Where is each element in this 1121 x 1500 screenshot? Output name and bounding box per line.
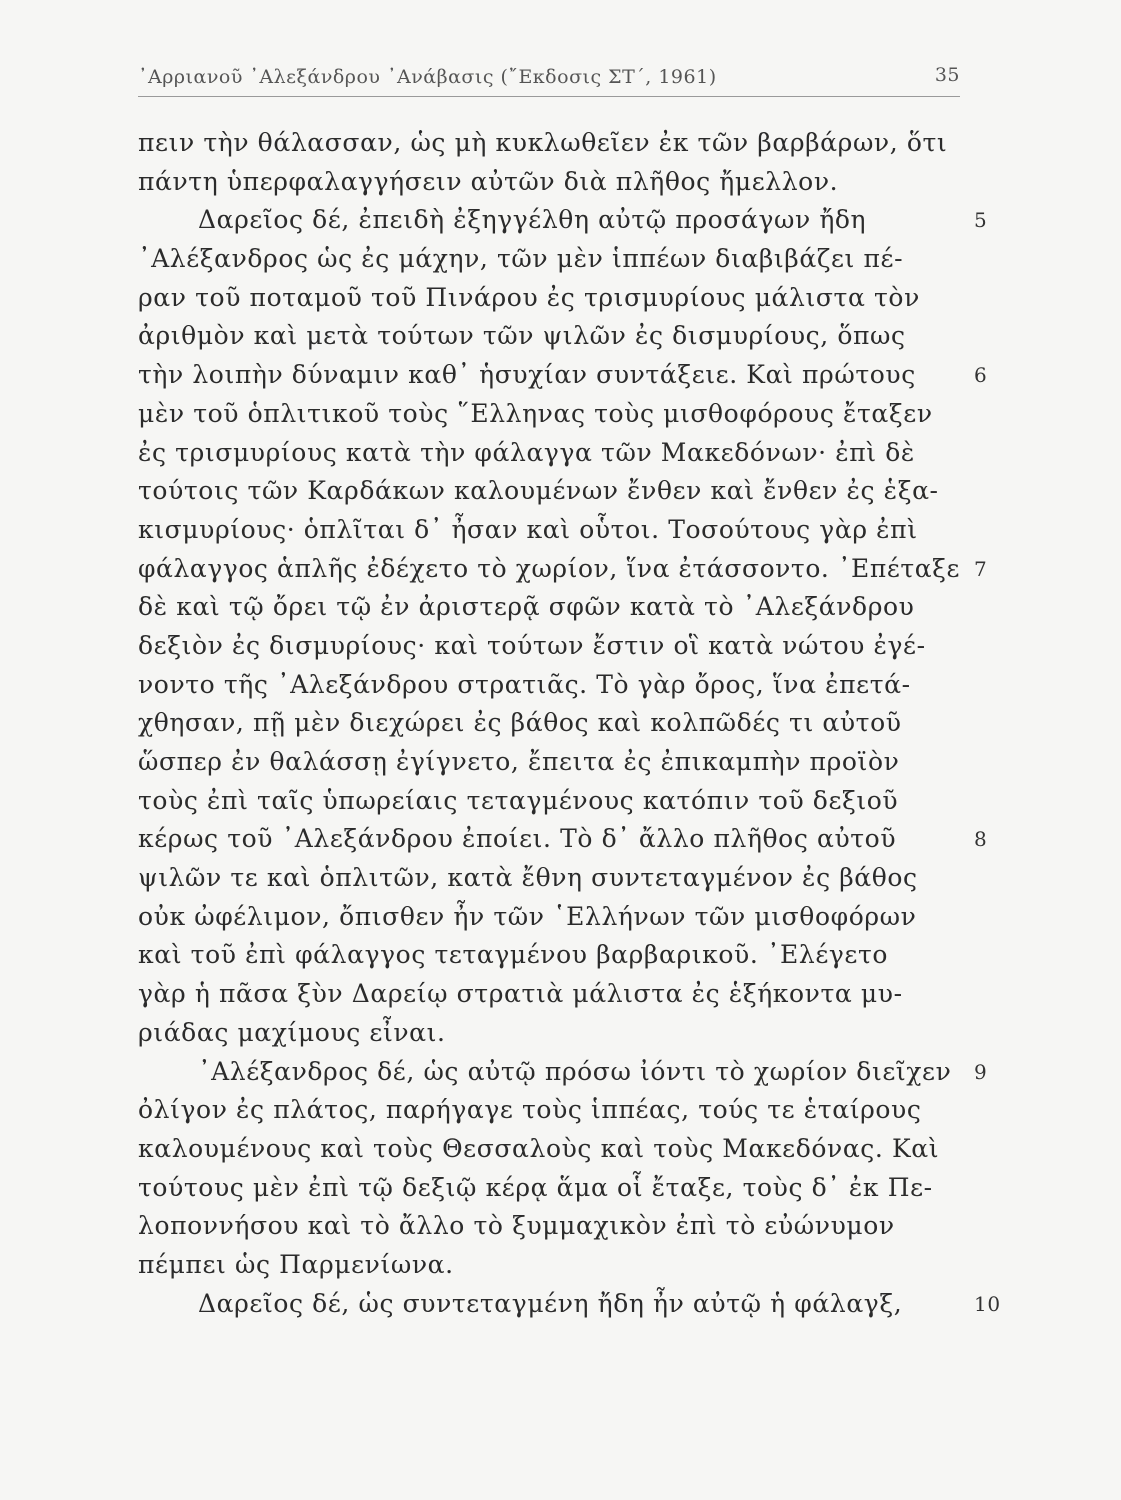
text-line — [138, 163, 960, 202]
text-line — [138, 936, 960, 975]
line-text: πέμπει ὡς Παρμενίωνα. — [138, 1249, 454, 1279]
line-text: γὰρ ἡ πᾶσα ξὺν Δαρείῳ στρατιὰ μάλιστα ἐς ἑξήκοντα μυ- — [138, 979, 903, 1009]
line-text: ὥσπερ ἐν θαλάσσῃ ἐγίγνετο, ἔπειτα ἐς ἐπικαμπὴν προϊὸν — [138, 747, 900, 776]
line-text: τὴν λοιπὴν δύναμιν καθ᾿ ἡσυχίαν συντάξειε. Καὶ πρώτους — [138, 360, 916, 390]
text-line — [138, 820, 988, 859]
text-line — [138, 704, 960, 743]
line-text: ἀριθμὸν καὶ μετὰ τούτων τῶν ψιλῶν ἐς δισμυρίους, ὅπως — [138, 321, 906, 351]
page-number: 35 — [934, 64, 960, 86]
text-line — [138, 859, 960, 898]
line-text: Δαρεῖος δέ, ὡς συντεταγμένη ἤδη ἦν αὐτῷ ἡ φάλαγξ, — [198, 1288, 903, 1318]
line-text: φάλαγγος ἁπλῆς ἐδέχετο τὸ χωρίον, ἵνα ἐτάσσοντο. ᾿Επέταξε — [138, 553, 960, 583]
line-text: λοποννήσου καὶ τὸ ἄλλο τὸ ξυμμαχικὸν ἐπὶ τὸ εὐώνυμον — [138, 1211, 895, 1241]
text-line — [138, 1207, 960, 1246]
text-line — [138, 975, 960, 1014]
line-text: καλουμένους καὶ τοὺς Θεσσαλοὺς καὶ τοὺς Μακεδόνας. Καὶ — [138, 1133, 940, 1163]
text-line — [138, 782, 960, 821]
line-text: ᾿Αλέξανδρος ὡς ἐς μάχην, τῶν μὲν ἱππέων διαβιβάζει πέ- — [138, 244, 904, 274]
section-number: 8 — [974, 827, 988, 852]
line-text: ψιλῶν τε καὶ ὁπλιτῶν, κατὰ ἔθνη συντεταγμένον ἐς βάθος — [138, 863, 918, 893]
text-line — [138, 898, 960, 937]
text-line — [138, 1285, 1001, 1324]
text-line — [138, 317, 960, 356]
text-line — [138, 1014, 960, 1053]
line-text: μὲν τοῦ ὁπλιτικοῦ τοὺς ῞Ελληνας τοὺς μισθοφόρους ἔταξεν — [138, 398, 933, 428]
line-text: ραν τοῦ ποταμοῦ τοῦ Πινάρου ἐς τρισμυρίους μάλιστα τὸν — [138, 282, 920, 312]
text-line — [138, 588, 960, 627]
text-line — [138, 666, 960, 705]
line-text: κέρως τοῦ ᾿Αλεξάνδρου ἐποίει. Τὸ δ᾿ ἄλλο πλῆθος αὐτοῦ — [138, 824, 897, 854]
running-title: ᾿Αρριανοῦ ᾿Αλεξάνδρου ᾿Ανάβασις (῎Εκδοσις ΣΤ΄, 1961) — [138, 66, 717, 88]
line-text: ᾿Αλέξανδρος δέ, ὡς αὐτῷ πρόσω ἰόντι τὸ χωρίον διεῖχεν — [198, 1056, 952, 1086]
line-text: νοντο τῆς ᾿Αλεξάνδρου στρατιᾶς. Τὸ γὰρ ὄρος, ἵνα ἐπετά- — [138, 669, 911, 699]
text-line — [138, 434, 960, 473]
line-text: οὐκ ὠφέλιμον, ὄπισθεν ἦν τῶν ῾Ελλήνων τῶν μισθοφόρων — [138, 901, 917, 931]
text-line — [138, 1130, 960, 1169]
text-line — [138, 356, 988, 395]
text-line — [138, 743, 960, 782]
line-text: τούτοις τῶν Καρδάκων καλουμένων ἔνθεν καὶ ἔνθεν ἐς ἑξα- — [138, 476, 939, 506]
line-text: πειν τὴν θάλασσαν, ὡς μὴ κυκλωθεῖεν ἐκ τῶν βαρβάρων, ὅτι — [138, 128, 948, 157]
line-text: τοὺς ἐπὶ ταῖς ὑπωρείαις τεταγμένους κατόπιν τοῦ δεξιοῦ — [138, 785, 899, 815]
text-line — [138, 627, 960, 666]
line-text: δὲ καὶ τῷ ὄρει τῷ ἐν ἀριστερᾷ σφῶν κατὰ τὸ ᾿Αλεξάνδρου — [138, 592, 915, 622]
text-line — [138, 550, 988, 589]
text-line — [138, 124, 960, 163]
line-text: πάντη ὑπερφαλαγγήσειν αὐτῶν διὰ πλῆθος ἤμελλον. — [138, 166, 839, 196]
line-text: Δαρεῖος δέ, ἐπειδὴ ἐξηγγέλθη αὐτῷ προσάγων ἤδη — [198, 205, 867, 235]
line-text: ριάδας μαχίμους εἶναι. — [138, 1017, 446, 1047]
line-text: τούτους μὲν ἐπὶ τῷ δεξιῷ κέρᾳ ἅμα οἷ ἔταξε, τοὺς δ᾿ ἐκ Πε- — [138, 1172, 933, 1202]
text-line — [138, 1091, 960, 1130]
line-text: ὀλίγον ἐς πλάτος, παρήγαγε τοὺς ἱππέας, τούς τε ἑταίρους — [138, 1095, 922, 1125]
section-number: 5 — [974, 208, 988, 233]
line-text: κισμυρίους· ὁπλῖται δ᾿ ἦσαν καὶ οὗτοι. Τοσούτους γὰρ ἐπὶ — [138, 514, 918, 544]
line-text: καὶ τοῦ ἐπὶ φάλαγγος τεταγμένου βαρβαρικοῦ. ᾿Ελέγετο — [138, 940, 889, 970]
line-text: χθησαν, πῇ μὲν διεχώρει ἐς βάθος καὶ κολπῶδές τι αὐτοῦ — [138, 708, 902, 738]
text-line — [138, 472, 960, 511]
line-text: ἐς τρισμυρίους κατὰ τὴν φάλαγγα τῶν Μακεδόνων· ἐπὶ δὲ — [138, 437, 915, 467]
text-line — [138, 279, 960, 318]
text-line — [138, 511, 960, 550]
section-number: 10 — [974, 1291, 1001, 1316]
body-text — [138, 124, 1001, 1323]
section-number: 9 — [974, 1059, 988, 1084]
text-line — [138, 395, 960, 434]
section-number: 7 — [974, 556, 988, 581]
text-line — [138, 1053, 988, 1092]
section-number: 6 — [974, 363, 988, 388]
text-line — [138, 240, 960, 279]
text-line — [138, 1169, 960, 1208]
running-header — [138, 60, 960, 97]
text-line — [138, 1246, 960, 1285]
line-text: δεξιὸν ἐς δισμυρίους· καὶ τούτων ἔστιν οἳ κατὰ νώτου ἐγέ- — [138, 630, 926, 660]
text-line — [138, 201, 988, 240]
